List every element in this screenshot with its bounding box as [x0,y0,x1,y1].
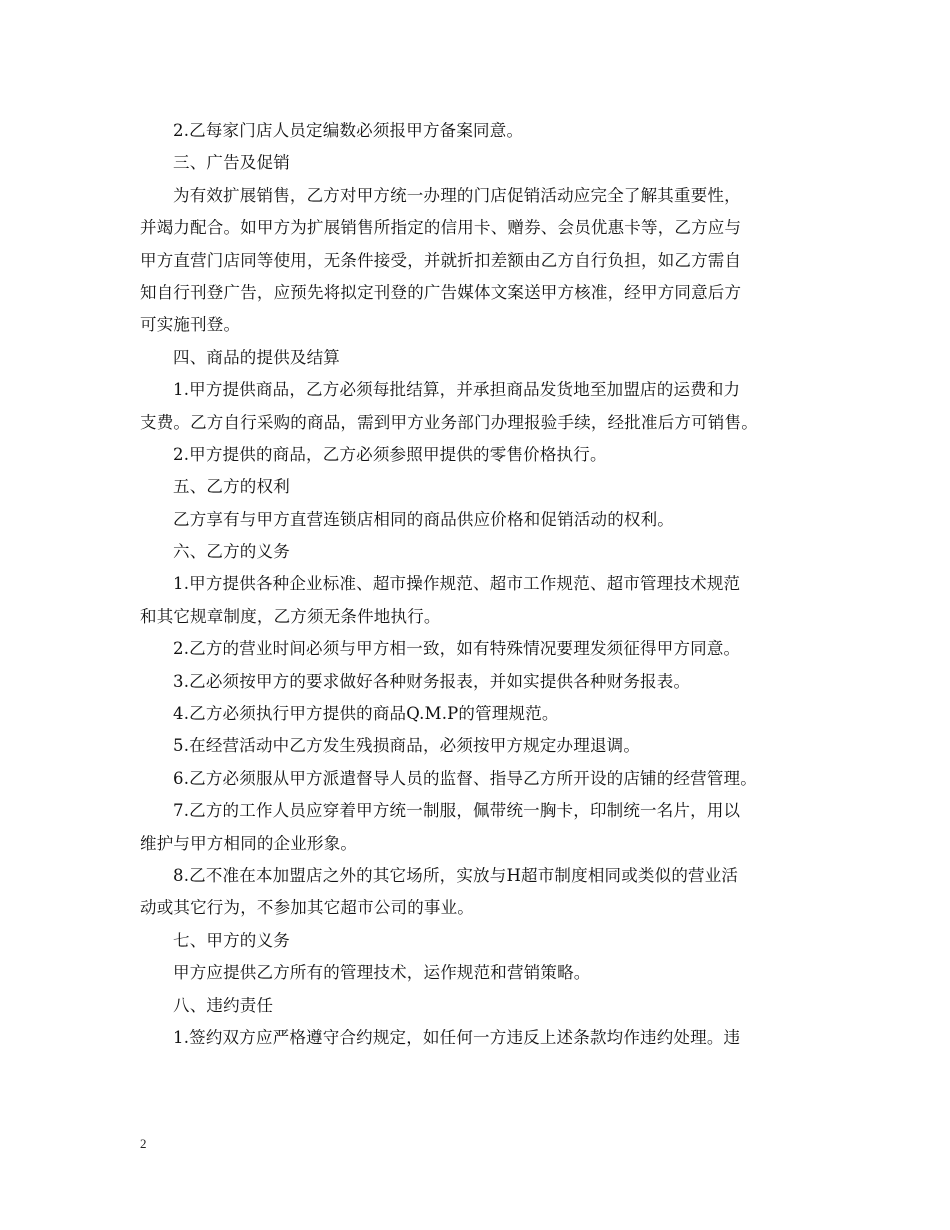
text-line: 1.甲方提供各种企业标准、超市操作规范、超市工作规范、超市管理技术规范 [173,574,741,594]
text-line: 为有效扩展销售，乙方对甲方统一办理的门店促销活动应完全了解其重要性， [173,185,741,205]
text-line: 3.乙必须按甲方的要求做好各种财务报表，并如实提供各种财务报表。 [173,671,691,691]
text-line: 八、违约责任 [173,995,274,1015]
page-number: 2 [140,1136,147,1151]
text-line: 5.在经营活动中乙方发生残损商品，必须按甲方规定办理退调。 [173,736,641,756]
text-line: 知自行刊登广告，应预先将拟定刊登的广告媒体文案送甲方核准，经甲方同意后方 [140,282,742,302]
text-line: 6.乙方必须服从甲方派遣督导人员的监督、指导乙方所开设的店铺的经营管理。 [173,768,757,788]
text-line: 2.甲方提供的商品，乙方必须参照甲提供的零售价格执行。 [173,444,607,464]
text-line: 三、广告及促销 [173,153,290,173]
text-line: 1.签约双方应严格遵守合约规定，如任何一方违反上述条款均作违约处理。违 [173,1027,741,1047]
text-line: 4.乙方必须执行甲方提供的商品Q.M.P的管理规范。 [173,704,559,724]
text-line: 1.甲方提供商品，乙方必须每批结算，并承担商品发货地至加盟店的运费和力 [173,380,741,400]
text-line: 和其它规章制度，乙方须无条件地执行。 [140,606,441,626]
text-line: 动或其它行为，不参加其它超市公司的事业。 [140,898,474,918]
text-line: 七、甲方的义务 [173,930,290,950]
text-line: 2.乙方的营业时间必须与甲方相一致，如有特殊情况要理发须征得甲方同意。 [173,639,741,659]
text-line: 7.乙方的工作人员应穿着甲方统一制服，佩带统一胸卡，印制统一名片，用以 [173,801,741,821]
text-line: 甲方应提供乙方所有的管理技术，运作规范和营销策略。 [173,963,591,983]
text-line: 8.乙不准在本加盟店之外的其它场所，实放与H超市制度相同或类似的营业活 [173,865,739,885]
text-line: 支费。乙方自行采购的商品，需到甲方业务部门办理报验手续，经批准后方可销售。 [140,412,758,432]
text-line: 甲方直营门店同等使用，无条件接受，并就折扣差额由乙方自行负担，如乙方需自 [140,250,742,270]
text-line: 并竭力配合。如甲方为扩展销售所指定的信用卡、赠券、会员优惠卡等，乙方应与 [140,218,742,238]
text-line: 五、乙方的权利 [173,477,290,497]
text-line: 乙方享有与甲方直营连锁店相同的商品供应价格和促销活动的权利。 [173,509,674,529]
text-line: 可实施刊登。 [140,315,241,335]
text-line: 四、商品的提供及结算 [173,347,340,367]
document-body [140,115,830,1054]
text-line: 2.乙每家门店人员定编数必须报甲方备案同意。 [173,121,524,140]
text-line: 维护与甲方相同的企业形象。 [140,833,358,853]
text-line: 六、乙方的义务 [173,542,290,562]
